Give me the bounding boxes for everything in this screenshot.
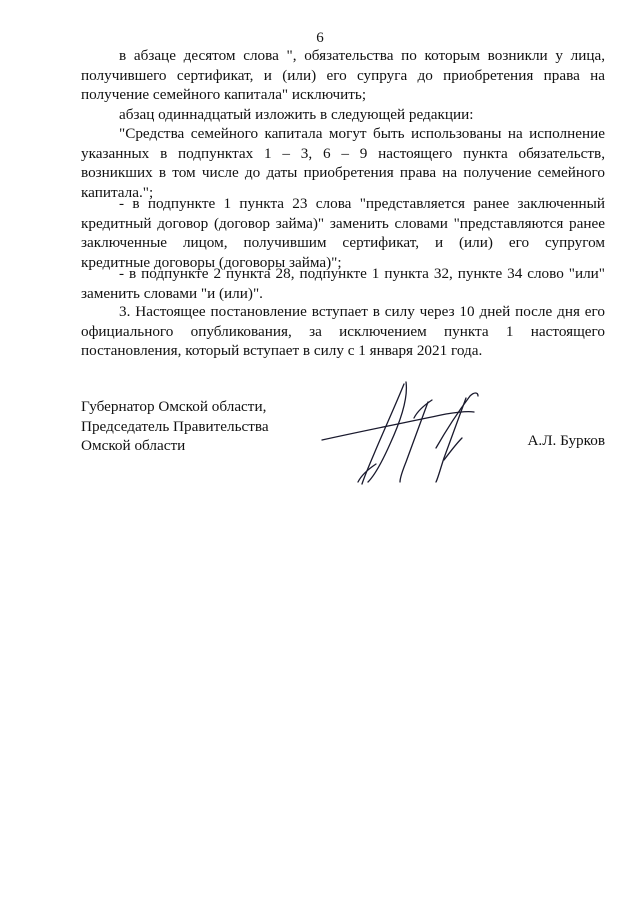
signatory-position: [81, 397, 269, 456]
text-line: - в подпункте 1 пункта 23 слова "представляется ранее заключенный: [119, 195, 605, 212]
text-line: кредитные договоры (договоры займа)";: [81, 253, 342, 271]
page-number: 6: [316, 30, 324, 46]
paragraph-5: [81, 264, 605, 303]
text-line: заключенные лицом, получившим сертификат, и (или) его супругом: [81, 234, 605, 252]
paragraph-2: [81, 105, 605, 125]
paragraph-4: [81, 194, 605, 272]
text-line: заменить словами "и (или)".: [81, 284, 263, 302]
text-line: 3. Настоящее постановление вступает в силу через 10 дней после дня его: [119, 303, 605, 320]
text-line: получение семейного капитала" исключить;: [81, 86, 367, 104]
position-line: Губернатор Омской области,: [81, 398, 267, 415]
text-line: капитала.";: [81, 183, 154, 201]
text-line: абзац одиннадцатый изложить в следующей редакции:: [119, 106, 474, 123]
text-line: указанных в подпунктах 1 – 3, 6 – 9 настоящего пункта обязательств,: [81, 144, 605, 162]
paragraph-3: [81, 124, 605, 202]
position-line: Омской области: [81, 437, 186, 455]
signer-name: А.Л. Бурков: [527, 432, 605, 449]
text-line: получившего сертификат, и (или) его супруга до приобретения права на: [81, 66, 605, 84]
position-line: Председатель Правительства: [81, 417, 269, 435]
text-line: официального опубликования, за исключением пункта 1 настоящего: [81, 322, 605, 340]
text-line: в абзаце десятом слова ", обязательства по которым возникли у лица,: [119, 47, 605, 64]
text-line: постановления, который вступает в силу с 1 января 2021 года.: [81, 342, 483, 360]
paragraph-6: [81, 302, 605, 361]
paragraph-1: [81, 46, 605, 105]
text-line: возникших в том числе до даты приобретения права на получение семейного: [81, 164, 605, 182]
handwritten-signature: [318, 378, 502, 488]
text-line: "Средства семейного капитала могут быть использованы на исполнение: [119, 125, 605, 142]
text-line: - в подпункте 2 пункта 28, подпункте 1 пункта 32, пункте 34 слово "или": [119, 265, 605, 282]
text-line: кредитный договор (договор займа)" заменить словами "представляются ранее: [81, 214, 605, 232]
